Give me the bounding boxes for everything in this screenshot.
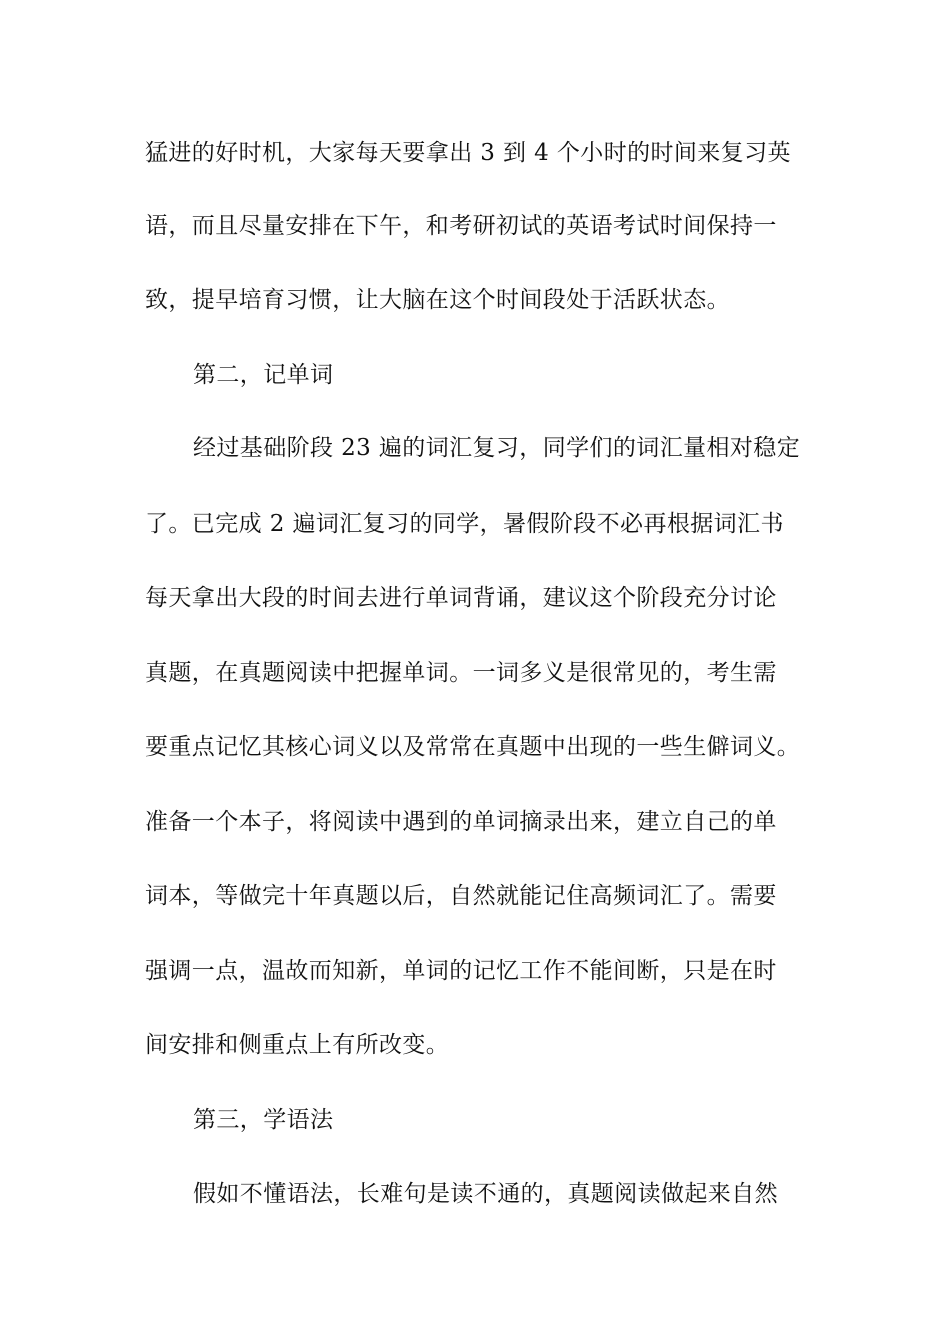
section-heading: 第二，记单词 bbox=[193, 362, 334, 388]
text-line: 每天拿出大段的时间去进行单词背诵，建议这个阶段充分讨论 bbox=[145, 585, 777, 611]
text-line: 真题，在真题阅读中把握单词。一词多义是很常见的，考生需 bbox=[145, 660, 777, 686]
text-line: 了。已完成 2 遍词汇复习的同学，暑假阶段不必再根据词汇书 bbox=[145, 511, 784, 537]
section-heading: 第三，学语法 bbox=[193, 1107, 334, 1133]
text-line: 间安排和侧重点上有所改变。 bbox=[145, 1032, 450, 1058]
text-line: 准备一个本子，将阅读中遇到的单词摘录出来，建立自己的单 bbox=[145, 809, 777, 835]
text-line: 语，而且尽量安排在下午，和考研初试的英语考试时间保持一 bbox=[145, 213, 777, 239]
text-line: 词本，等做完十年真题以后，自然就能记住高频词汇了。需要 bbox=[145, 883, 777, 909]
text-line: 经过基础阶段 23 遍的词汇复习，同学们的词汇量相对稳定 bbox=[193, 435, 801, 461]
text-line: 致，提早培育习惯，让大脑在这个时间段处于活跃状态。 bbox=[145, 287, 730, 313]
text-line: 强调一点，温故而知新，单词的记忆工作不能间断，只是在时 bbox=[145, 958, 777, 984]
text-line: 猛进的好时机，大家每天要拿出 3 到 4 个小时的时间来复习英 bbox=[145, 140, 791, 166]
text-line: 假如不懂语法，长难句是读不通的，真题阅读做起来自然 bbox=[193, 1181, 778, 1207]
text-line: 要重点记忆其核心词义以及常常在真题中出现的一些生僻词义。 bbox=[145, 734, 801, 760]
